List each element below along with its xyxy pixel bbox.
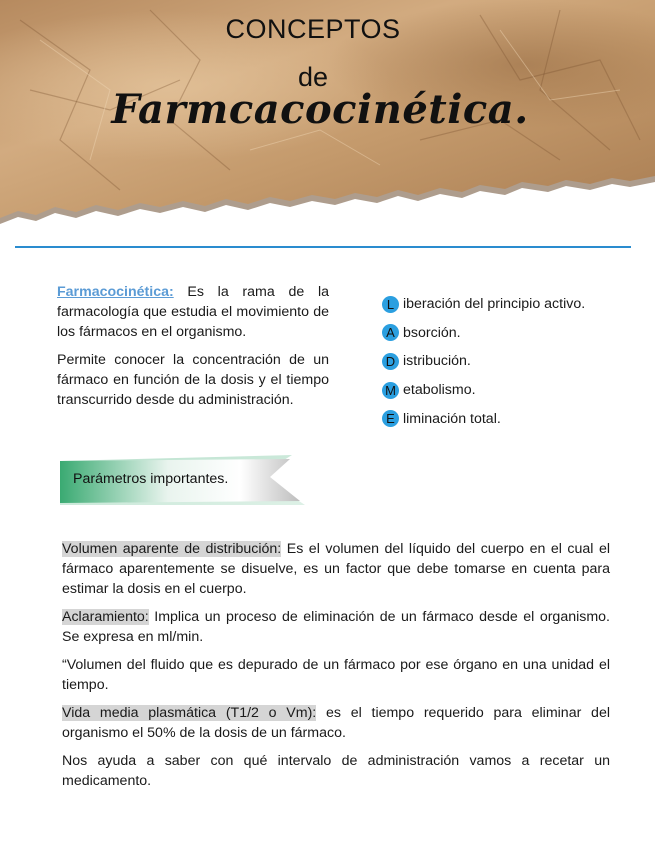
- title-farmacocinetica: Farmcacocinética.: [111, 86, 529, 133]
- ladme-item-liberacion: [382, 290, 644, 319]
- ladme-text: iberación del principio activo.: [403, 296, 586, 313]
- ladme-text: etabolismo.: [403, 382, 476, 399]
- ladme-text: bsorción.: [403, 324, 461, 341]
- half-life-term: Vida media plasmática (T1/2 o Vm):: [62, 705, 317, 721]
- letter-badge: E: [382, 410, 399, 427]
- half-life-paragraph: [62, 703, 610, 743]
- definition-paragraph: [57, 282, 329, 342]
- half-life-text: es el tiempo requerido para eliminar del organismo el 50% de la dosis de un fármaco.: [62, 705, 610, 741]
- ladme-list: [382, 290, 644, 433]
- volume-paragraph: [62, 539, 610, 599]
- letter-badge: L: [382, 296, 399, 313]
- volume-term: Volumen aparente de distribución:: [62, 541, 282, 557]
- params-label: Parámetros importantes.: [73, 471, 229, 487]
- volume-text: Es el volumen del líquido del cuerpo en el cual el fármaco aparentemente se disuelve, es un factor que debe tomarse en cuenta para estimar la dosis en el cuerpo.: [62, 541, 611, 597]
- definition-block: [57, 282, 329, 418]
- ladme-item-distribucion: [382, 347, 644, 376]
- params-banner: [60, 455, 305, 505]
- header-banner: [0, 0, 655, 245]
- ladme-item-metabolismo: [382, 376, 644, 405]
- letter-badge: D: [382, 353, 399, 370]
- letter-badge: A: [382, 324, 399, 341]
- title-de: de: [297, 62, 329, 92]
- parameters-section: [62, 539, 610, 799]
- definition-text: Es la rama de la farmacología que estudia el movimiento de los fármacos en el organismo.: [57, 284, 329, 340]
- clearance-text: Implica un proceso de eliminación de un fármaco desde el organismo. Se expresa en ml/min.: [62, 609, 610, 645]
- interval-paragraph: Nos ayuda a saber con qué intervalo de administración vamos a recetar un medicamento.: [62, 753, 610, 789]
- ladme-text: istribución.: [403, 353, 471, 370]
- divider-line: [15, 246, 631, 248]
- ladme-item-absorcion: [382, 319, 644, 348]
- clearance-quote: “Volumen del fluido que es depurado de un fármaco por ese órgano en una unidad el tiempo.: [62, 657, 610, 693]
- clearance-term: Aclaramiento:: [62, 609, 149, 625]
- letter-badge: M: [382, 382, 399, 399]
- clearance-paragraph: [62, 607, 610, 647]
- title-conceptos: CONCEPTOS: [225, 14, 401, 44]
- concentration-paragraph: Permite conocer la concentración de un fármaco en función de la dosis y el tiempo transcurrido desde du administración.: [57, 352, 329, 408]
- ladme-item-eliminacion: [382, 404, 644, 433]
- ladme-text: liminación total.: [403, 410, 501, 427]
- definition-term-link[interactable]: Farmacocinética:: [57, 284, 174, 300]
